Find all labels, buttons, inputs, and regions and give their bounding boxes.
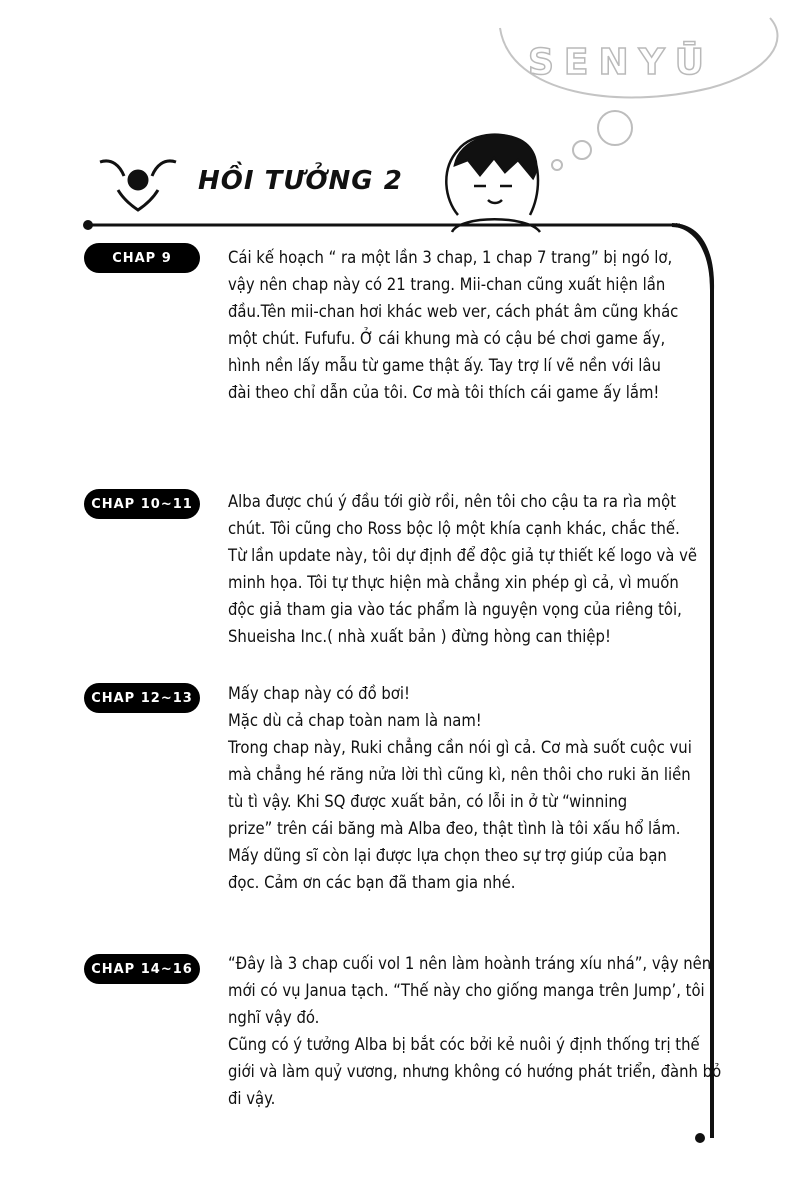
chapter-label: CHAP 14~16 (84, 954, 200, 984)
note-line: minh họa. Tôi tự thực hiện mà chẳng xin phép gì cả, vì muốn (228, 573, 679, 592)
chapter-note (228, 488, 697, 650)
frame-right-line (672, 225, 712, 1138)
thought-bubble-dot (598, 111, 632, 145)
frame-corner-dot (83, 220, 93, 230)
note-line: “Đây là 3 chap cuối vol 1 nên làm hoành tráng xíu nhá”, vậy nên (228, 954, 712, 973)
chapter-label: CHAP 12~13 (84, 683, 200, 713)
note-line: Từ lần update này, tôi dự định để độc giả tự thiết kế logo và vẽ (228, 546, 697, 565)
note-line: prize” trên cái băng mà Alba đeo, thật tình là tôi xấu hổ lắm. (228, 819, 681, 838)
note-line: hình nền lấy mẫu từ game thật ấy. Tay trợ lí vẽ nền với lâu (228, 356, 661, 375)
note-line: Mấy dũng sĩ còn lại được lựa chọn theo sự trợ giúp của bạn (228, 846, 667, 865)
watermark-text: SENYŪ (528, 42, 714, 83)
note-line: vậy nên chap này có 21 trang. Mii-chan cũng xuất hiện lần (228, 275, 666, 294)
chapter-note (228, 244, 679, 406)
page-title: HỒI TƯỞNG 2 (198, 166, 403, 196)
chapter-note (228, 680, 692, 896)
note-line: Mấy chap này có đồ bơi! (228, 684, 410, 703)
emblem-icon (100, 161, 176, 210)
chapter-note (228, 950, 722, 1112)
note-line: nghĩ vậy đó. (228, 1008, 320, 1027)
note-line: Cũng có ý tưởng Alba bị bắt cóc bởi kẻ nuôi ý định thống trị thế (228, 1035, 700, 1054)
chibi-character-icon (446, 135, 540, 232)
frame-corner-dot (695, 1133, 705, 1143)
note-line: Shueisha Inc.( nhà xuất bản ) đừng hòng can thiệp! (228, 627, 611, 646)
note-line: Cái kế hoạch “ ra một lần 3 chap, 1 chap 7 trang” bị ngó lơ, (228, 248, 673, 267)
note-line: đài theo chỉ dẫn của tôi. Cơ mà tôi thích cái game ấy lắm! (228, 383, 660, 402)
note-line: đọc. Cảm ơn các bạn đã tham gia nhé. (228, 873, 516, 892)
chapter-label: CHAP 9 (84, 243, 200, 273)
chapter-label: CHAP 10~11 (84, 489, 200, 519)
note-line: mà chẳng hé răng nửa lời thì cũng kì, nên thôi cho ruki ăn liền (228, 765, 691, 784)
thought-bubble-dot (573, 141, 591, 159)
note-line: một chút. Fufufu. Ở cái khung mà có cậu bé chơi game ấy, (228, 329, 666, 348)
note-line: đi vậy. (228, 1089, 276, 1108)
note-line: mới có vụ Janua tạch. “Thế này cho giống manga trên Jump’, tôi (228, 981, 705, 1000)
note-line: đầu.Tên mii-chan hơi khác web ver, cách phát âm cũng khác (228, 302, 679, 321)
thought-bubble-dot (552, 160, 562, 170)
note-line: Alba được chú ý đầu tới giờ rồi, nên tôi cho cậu ta ra rìa một (228, 492, 677, 511)
note-line: độc giả tham gia vào tác phẩm là nguyện vọng của riêng tôi, (228, 600, 682, 619)
note-line: tù tì vậy. Khi SQ được xuất bản, có lỗi in ở từ “winning (228, 792, 628, 811)
note-line: giới và làm quỷ vương, nhưng không có hướng phát triển, đành bỏ (228, 1062, 722, 1081)
note-line: chút. Tôi cũng cho Ross bộc lộ một khía cạnh khác, chắc thế. (228, 519, 680, 538)
note-line: Trong chap này, Ruki chẳng cần nói gì cả. Cơ mà suốt cuộc vui (228, 738, 692, 757)
note-line: Mặc dù cả chap toàn nam là nam! (228, 711, 482, 730)
